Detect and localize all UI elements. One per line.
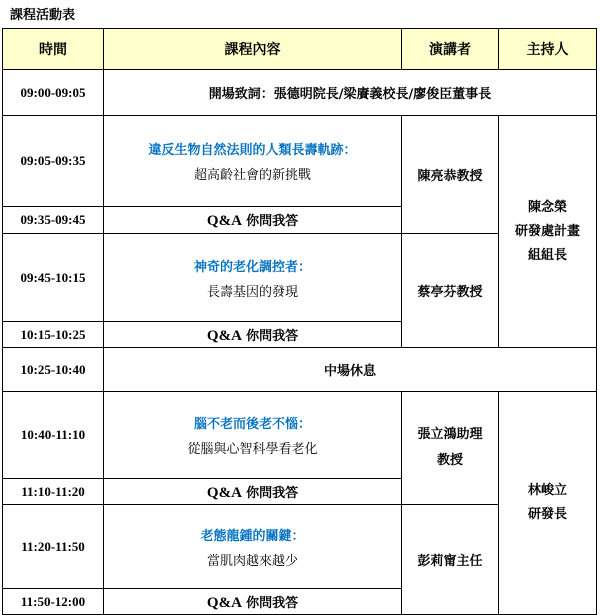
qa-label: Q&A — [206, 484, 242, 501]
host-title: 研發處計畫 — [514, 223, 580, 239]
qa-label: Q&A — [206, 594, 242, 611]
host-title: 組組長 — [527, 247, 567, 263]
speaker-cell: 蔡亭芬教授 — [402, 234, 499, 348]
qa-cell — [104, 589, 402, 615]
qa-text: 你問我答 — [246, 485, 299, 501]
time-cell: 11:20-11:50 — [3, 505, 104, 589]
qa-text: 你問我答 — [246, 328, 299, 344]
time-cell: 09:45-10:15 — [3, 234, 104, 322]
break-cell: 中場休息 — [104, 348, 597, 392]
table-row — [3, 70, 597, 116]
speaker-title: 教授 — [436, 453, 463, 468]
host-name: 陳念榮 — [527, 199, 567, 215]
session-topic: 違反生物自然法則的人類長壽軌跡： — [148, 143, 357, 158]
session-subtopic: 從腦與心智科學看老化 — [187, 442, 318, 457]
qa-cell — [104, 322, 402, 348]
host-cell — [499, 392, 597, 615]
qa-cell — [104, 479, 402, 505]
time-cell: 09:35-09:45 — [3, 207, 104, 234]
time-cell: 10:15-10:25 — [3, 322, 104, 348]
qa-cell — [104, 207, 402, 234]
qa-label: Q&A — [206, 213, 242, 229]
session-topic: 神奇的老化調控者： — [193, 259, 311, 275]
time-cell: 10:40-11:10 — [3, 392, 104, 479]
session-subtopic: 長壽基因的發現 — [206, 284, 298, 300]
session-topic: 老態龍鍾的關鍵： — [200, 528, 305, 544]
speaker-name: 張立鴻助理 — [417, 427, 483, 442]
time-cell: 10:25-10:40 — [3, 348, 104, 392]
time-cell: 09:05-09:35 — [3, 116, 104, 207]
time-cell: 11:10-11:20 — [3, 479, 104, 505]
qa-label: Q&A — [206, 327, 242, 344]
table-row — [3, 392, 597, 479]
table-header-row — [3, 29, 597, 70]
opening-remarks: 開場致詞：張德明院長/梁賡義校長/廖俊臣董事長 — [104, 70, 597, 116]
qa-text: 你問我答 — [246, 214, 299, 229]
session-topic: 腦不老而後老不惱： — [193, 417, 311, 432]
table-row — [3, 116, 597, 207]
qa-text: 你問我答 — [246, 595, 299, 611]
speaker-cell: 陳亮恭教授 — [402, 116, 499, 234]
speaker-cell — [402, 392, 499, 505]
session-content — [104, 392, 402, 479]
time-cell: 11:50-12:00 — [3, 589, 104, 615]
time-cell: 09:00-09:05 — [3, 70, 104, 116]
header-host: 主持人 — [499, 29, 597, 70]
speaker-cell: 彭莉甯主任 — [402, 505, 499, 615]
page-title: 課程活動表 — [10, 8, 76, 23]
session-subtopic: 超高齡社會的新挑戰 — [193, 168, 311, 183]
header-time: 時間 — [3, 29, 104, 70]
table-row — [3, 348, 597, 392]
session-content — [104, 234, 402, 322]
schedule-table — [2, 28, 597, 615]
host-name: 林峻立 — [527, 483, 567, 498]
host-title: 研發長 — [527, 507, 567, 522]
header-speaker: 演講者 — [402, 29, 499, 70]
host-cell — [499, 116, 597, 348]
header-content: 課程內容 — [104, 29, 402, 70]
session-content — [104, 505, 402, 589]
session-content — [104, 116, 402, 207]
session-subtopic: 當肌肉越來越少 — [206, 553, 298, 569]
